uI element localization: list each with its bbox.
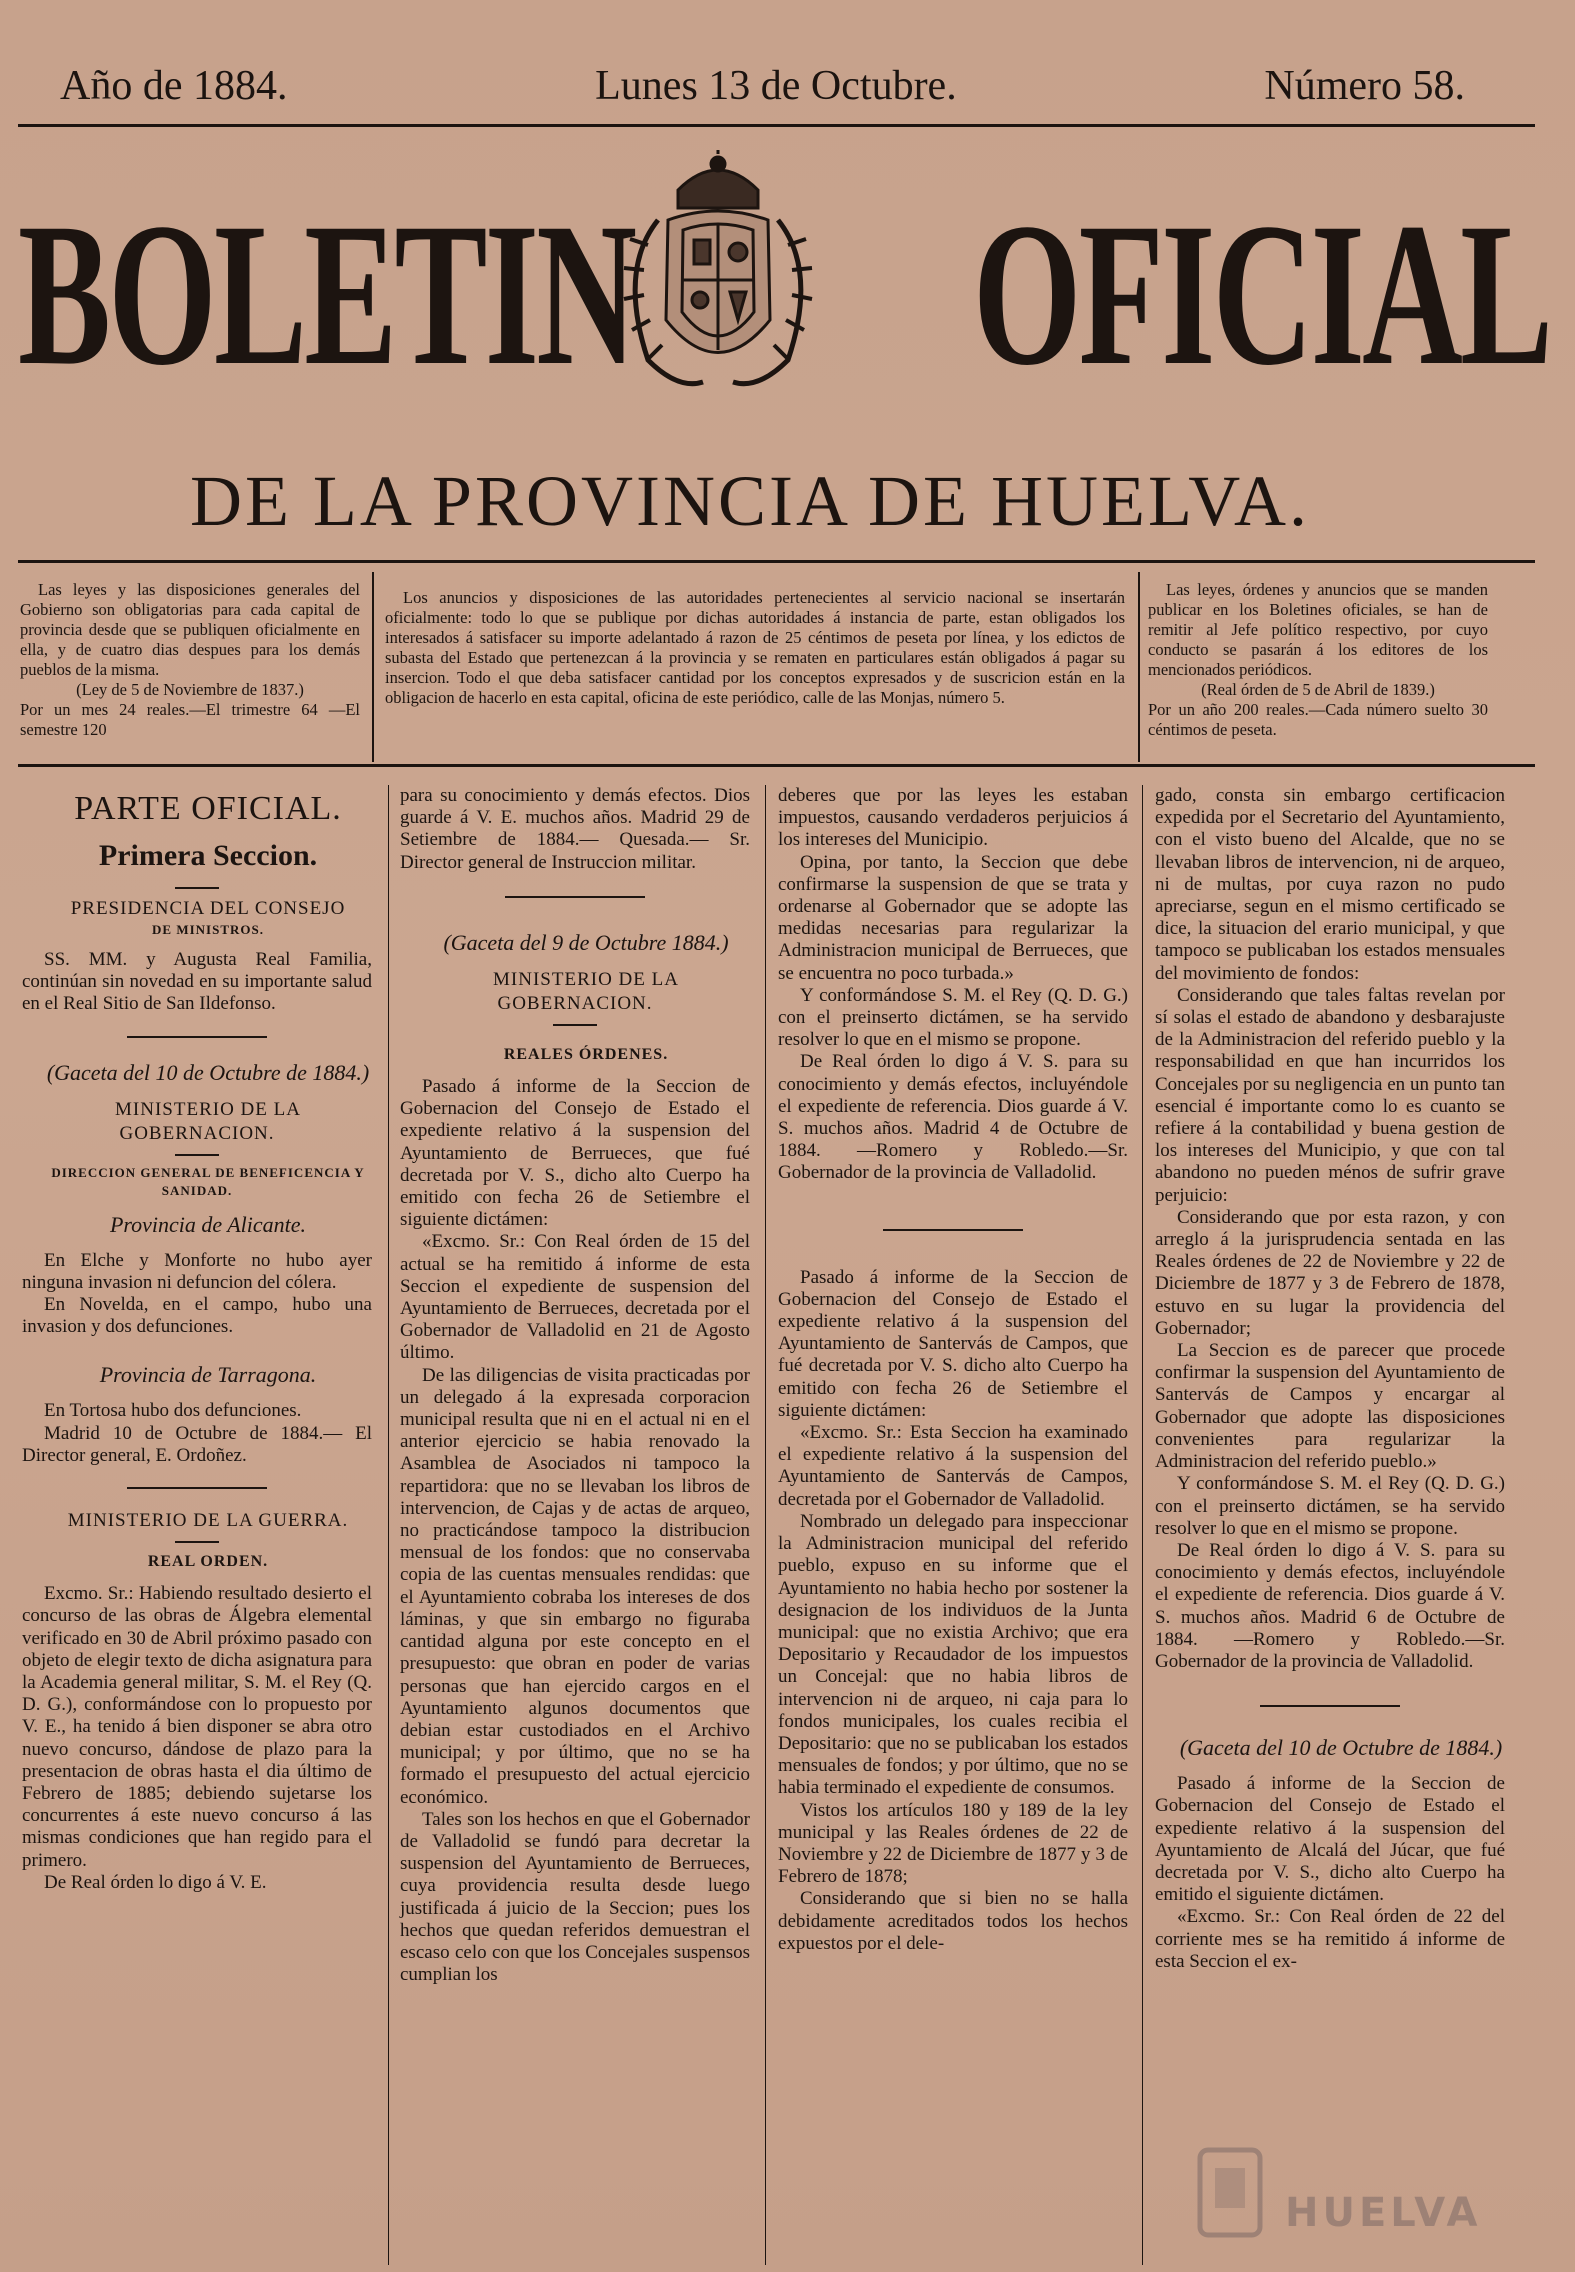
paragraph: «Excmo. Sr.: Esta Seccion ha examinado el expediente relativo á la suspension del Ayuntamiento de Santervás de Campos, decretada por el Gobernador de Valladolid. [778, 1422, 1128, 1510]
notice-center [385, 588, 1125, 708]
date-label: Lunes 13 de Octubre. [595, 63, 957, 109]
gaceta-reference: (Gaceta del 9 de Octubre 1884.) [443, 929, 729, 955]
title-right: OFICIAL [973, 181, 1551, 408]
paragraph: Excmo. Sr.: Habiendo resultado desierto el concurso de las obras de Álgebra elemental verificado en 30 de Abril próximo pasado con objeto de elegir texto de dicha asignatura para la Academia general militar, S. M. el Rey (Q. D. G.), conformándose con lo propuesto por V. E., ha tenido á bien disponer se abra otro nuevo concurso, dándose de plazo para la presentacion de obras hasta el dia último de Febrero de 1885; debiendo sujetarse los concurrentes á este nuevo concurso á las mismas condiciones que han regido para el primero. [22, 1583, 372, 1871]
notice-center-text: Los anuncios y disposiciones de las autoridades pertenecientes al servicio nacional se insertarán oficialmente: todo lo que se publique por dichas autoridades á instancia de parte, estan obligados los interesados á satisfacer su importe adelantado á razon de 25 céntimos de peseta por línea, y los edictos de subasta del Estado que pertenezcan á la provincia y se rematen en particulares están obligados á pagar su insercion. Todo el que deba satisfacer cantidad por los conceptos expresados y de suscricion están en la obligacion de hacerlo en esta capital, oficina de este periódico, calle de las Monjas, número 5. [385, 588, 1125, 707]
paragraph: para su conocimiento y demás efectos. Dios guarde á V. E. muchos años. Madrid 29 de Setiembre de 1884.— Quesada.— Sr. Director general de Instruccion militar. [400, 785, 750, 873]
paragraph: SS. MM. y Augusta Real Familia, continúan sin novedad en su importante salud en el Real Sitio de San Ildefonso. [22, 949, 372, 1015]
reales-ordenes-heading: REALES ÓRDENES. [503, 1045, 669, 1063]
masthead-title [18, 150, 1551, 408]
notice-left-price: Por un mes 24 reales.—El trimestre 64 —El semestre 120 [20, 700, 360, 739]
paragraph: Considerando que por esta razon, y con arreglo á la jurisprudencia sentada en las Reales órdenes de 22 de Noviembre y 22 de Diciembre de 1877 y 3 de Febrero de 1878, estuvo en su lugar la providencia del Gobernador; [1155, 1206, 1505, 1339]
notice-left-law: (Ley de 5 de Noviembre de 1837.) [76, 680, 304, 699]
ministros-heading: DE MINISTROS. [152, 922, 264, 937]
paragraph: deberes que por las leyes les estaban impuestos, causando verdaderos perjuicios á los intereses del Municipio. [778, 785, 1128, 851]
paragraph: Considerando que tales faltas revelan por sí solas el estado de abandono y desbarajuste de la Administracion del referido pueblo y la responsabilidad en que han incurridos los Concejales por su negligencia en un punto tan esencial é importante como lo es cuanto se refiere á la contabilidad y buena gestion de los intereses del Municipio, y que con tal abandono no pueden ménos de sufrir grave perjuicio: [1155, 984, 1505, 1206]
notice-left-text: Las leyes y las disposiciones generales del Gobierno son obligatorias para cada capital de provincia desde que se publiquen oficialmente en ella, y de cuatro dias despues para los demás pueblos de la misma. [20, 580, 360, 679]
dateline-rule [18, 124, 1535, 127]
paragraph: «Excmo. Sr.: Con Real órden de 15 del actual se ha remitido á informe de esta Seccion el expediente de suspension del Ayuntamiento de Berrueces, decretada por el Gobernador de Valladolid en 21 de Agosto último. [400, 1231, 750, 1364]
paragraph: Considerando que si bien no se halla debidamente acreditados todos los hechos expuestos por el dele- [778, 1888, 1128, 1954]
column-divider-3 [1142, 785, 1143, 2265]
paragraph: Pasado á informe de la Seccion de Gobernacion del Consejo de Estado el expediente relativo á la suspension del Ayuntamiento de Alcalá del Júcar, que fué decretada por V. S., dicho alto Cuerpo ha emitido el siguiente dictámen. [1155, 1773, 1505, 1906]
column-4 [1155, 785, 1505, 1973]
real-orden-heading: REAL ORDEN. [147, 1553, 269, 1571]
primera-seccion-heading: Primera Seccion. [98, 839, 318, 872]
paragraph: Nombrado un delegado para inspeccionar la Administracion municipal del referido pueblo, expuso en su informe que el Ayuntamiento no habia hecho por sostener la designacion de los individuos de la Junta municipal: que no existia Archivo; que era Depositario y Recaudador de los impuestos un Concejal: que no habia libros de intervencion ni de arqueo, ni caja para lo fondos municipales, los cuales recibia el Depositario: que no se publicaban los estados mensuales de fondos; y por último, que no se habia terminado el expediente de consumos. [778, 1510, 1128, 1799]
watermark-text: HUELVA [1285, 2190, 1482, 2236]
divider [127, 1036, 267, 1038]
presidencia-heading: PRESIDENCIA DEL CONSEJO [70, 898, 346, 919]
paragraph: Tales son los hechos en que el Gobernador de Valladolid se fundó para decretar la suspension del Ayuntamiento de Berrueces, cuya providencia resulta desde luego justificada á juicio de la Seccion; pues los hechos que quedan referidos demuestran el escaso celo con que los Concejales suspensos cumplian los [400, 1808, 750, 1986]
notices-bottom-rule [18, 764, 1535, 767]
paragraph: «Excmo. Sr.: Con Real órden de 22 del corriente mes se ha remitido á informe de esta Seccion el ex- [1155, 1906, 1505, 1972]
paragraph: Pasado á informe de la Seccion de Gobernacion del Consejo de Estado el expediente relativo á la suspension del Ayuntamiento de Santervás de Campos, que fué decretada por V. S. dicho alto Cuerpo ha emitido con fecha 26 de Setiembre el siguiente dictámen: [778, 1266, 1128, 1421]
column-3 [778, 785, 1128, 1955]
paragraph: Y conformándose S. M. el Rey (Q. D. G.) con el preinserto dictámen, se ha servido resolver lo que en el mismo se propone. [778, 984, 1128, 1051]
notice-divider-2 [1138, 572, 1140, 762]
divider [1260, 1705, 1400, 1707]
paragraph: De las diligencias de visita practicadas por un delegado á la expresada corporacion municipal resulta que ni en el actual ni en el anterior ejercicio se habia renovado la Asamblea de Asociados ni tampoco la repartidora: que no se llevaban los libros de intervencion, de Cajas y de actas de arqueo, no practicándose tampoco la distribucion mensual de los fondos: que no conservaba copia de las cuentas mensuales rendidas: que el Ayuntamiento cobraba los intereses de dos láminas, y que sin embargo no figuraba cantidad alguna por este concepto en el presupuesto: que obran en poder de varias personas que han ejercido cargos en el Ayuntamiento algunos documentos que debian estar custodiados en el Archivo municipal; y por último, que no se ha formado el presupuesto del actual ejercicio económico. [400, 1364, 750, 1808]
title-left: BOLETIN [18, 181, 635, 408]
ministerio-heading: MINISTERIO DE LA GOBERNACION. [115, 1098, 301, 1144]
divider [127, 1487, 267, 1489]
paragraph: De Real órden lo digo á V. E. [44, 1871, 267, 1893]
royal-crest-icon [608, 150, 828, 400]
notice-divider-1 [372, 572, 374, 762]
paragraph: La Seccion es de parecer que procede confirmar la suspension del Ayuntamiento de Santervás de Campos y encargar al Gobernador que adopte las disposiciones convenientes para regularizar la Administracion del referido pueblo.» [1155, 1340, 1505, 1473]
direccion-heading: DIRECCION GENERAL DE BENEFICENCIA Y SANIDAD. [51, 1164, 365, 1198]
notice-right-text: Las leyes, órdenes y anuncios que se manden publicar en los Boletines oficiales, se han de remitir al Jefe político respectivo, por cuyo conducto se pasarán á los editores de los mencionados periódicos. [1148, 580, 1488, 679]
subtitle: DE LA PROVINCIA DE HUELVA. [189, 461, 1311, 541]
issue-number: Número 58. [1264, 63, 1465, 109]
paragraph: Madrid 10 de Octubre de 1884.— El Director general, E. Ordoñez. [22, 1422, 372, 1466]
paragraph: Pasado á informe de la Seccion de Gobernacion del Consejo de Estado el expediente relativo á la suspension del Ayuntamiento de Berrueces, que fué decretada por V. S., dicho alto Cuerpo ha emitido con fecha 26 de Setiembre el siguiente dictámen: [400, 1076, 750, 1231]
paragraph: Vistos los artículos 180 y 189 de la ley municipal y las Reales órdenes de 22 de Noviembre y 22 de Diciembre de 1877 y 3 de Febrero de 1878; [778, 1799, 1128, 1888]
dateline [60, 62, 1465, 110]
paragraph: De Real órden lo digo á V. S. para su conocimiento y demás efectos, incluyéndole el expediente de referencia. Dios guarde á V. S. muchos años. Madrid 6 de Octubre de 1884. —Romero y Robledo.—Sr. Gobernador de la provincia de Valladolid. [1155, 1539, 1505, 1672]
divider [175, 887, 219, 889]
column-divider-1 [388, 785, 389, 2265]
notice-right-law: (Real órden de 5 de Abril de 1839.) [1201, 680, 1435, 699]
divider [883, 1229, 1023, 1231]
paragraph: De Real órden lo digo á V. S. para su conocimiento y demás efectos, incluyéndole el expediente de referencia. Dios guarde á V. S. muchos años. Madrid 4 de Octubre de 1884. —Romero y Robledo.—Sr. Gobernador de la provincia de Valladolid. [778, 1051, 1128, 1184]
paragraph: En Elche y Monforte no hubo ayer ninguna invasion ni defuncion del cólera. [22, 1249, 372, 1293]
paragraph: Opina, por tanto, la Seccion que debe confirmarse la suspension de que se trata y ordenarse al Gobernador que se adopte las medidas necesarias para regularizar la Administracion municipal de Berrueces, que se encuentra no poco turbada.» [778, 851, 1128, 984]
gaceta-reference: (Gaceta del 10 de Octubre de 1884.) [1179, 1735, 1503, 1761]
notices-top-rule [18, 560, 1535, 563]
archive-watermark [1190, 2140, 1510, 2240]
divider [175, 1541, 219, 1543]
notice-left [20, 580, 360, 740]
year-label: Año de 1884. [60, 63, 288, 109]
provincia-tarragona: Provincia de Tarragona. [99, 1362, 317, 1388]
watermark-logo-icon [1190, 2140, 1270, 2240]
parte-oficial-heading: PARTE OFICIAL. [74, 790, 342, 827]
column-2 [400, 785, 750, 1986]
guerra-heading: MINISTERIO DE LA GUERRA. [67, 1510, 349, 1532]
divider [175, 1154, 219, 1156]
paragraph: gado, consta sin embargo certificacion expedida por el Secretario del Ayuntamiento, con el visto bueno del Alcalde, que no se llevaban libros de intervencion, ni de arqueo, ni de multas, por cuya razon no pudo apreciarse, segun en el mismo certificado se dice, la situacion del erario municipal, y que tampoco se publicaban los estados mensuales del movimiento de fondos: [1155, 785, 1505, 984]
ministerio-heading: MINISTERIO DE LA GOBERNACION. [493, 968, 679, 1014]
divider [553, 1024, 597, 1026]
paragraph: En Tortosa hubo dos defunciones. [44, 1400, 302, 1422]
divider [505, 896, 645, 898]
paragraph: En Novelda, en el campo, hubo una invasion y dos defunciones. [22, 1294, 372, 1338]
provincia-alicante: Provincia de Alicante. [109, 1211, 307, 1237]
notice-right [1148, 580, 1488, 740]
paragraph: Y conformándose S. M. el Rey (Q. D. G.) con el preinserto dictámen, se ha servido resolver lo que en el mismo se propone. [1155, 1473, 1505, 1539]
notice-right-price: Por un año 200 reales.—Cada número suelto 30 céntimos de peseta. [1148, 700, 1488, 739]
column-divider-2 [765, 785, 766, 2265]
column-1 [22, 785, 372, 1894]
gaceta-reference: (Gaceta del 10 de Octubre de 1884.) [46, 1059, 370, 1085]
